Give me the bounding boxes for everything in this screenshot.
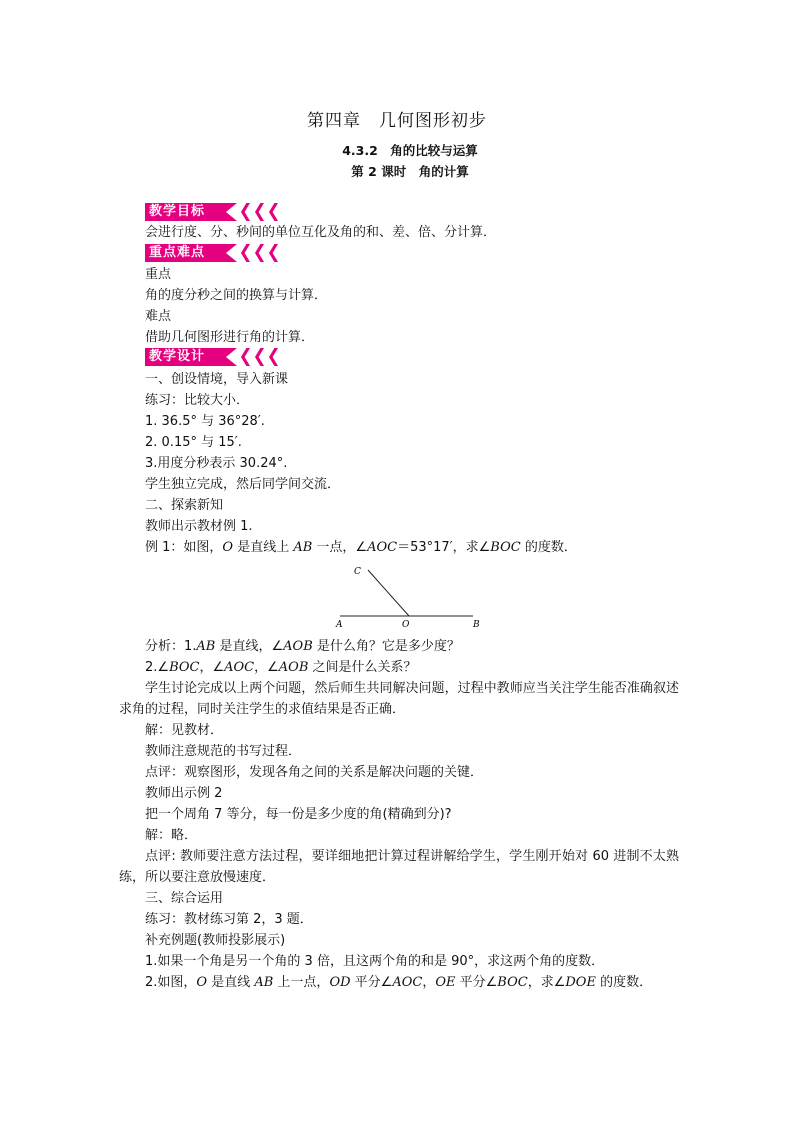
label-c: C [354, 567, 361, 577]
exercise-item-1: 1. 36.5° 与 36°28′. [145, 414, 265, 429]
supplement-text: 补充例题(教师投影展示) [145, 933, 286, 948]
label-b: B [473, 620, 480, 630]
math-var: AOB [278, 660, 309, 675]
ray-oc [368, 570, 409, 616]
solution-1: 解：见教材． [145, 723, 224, 738]
difficulty-label: 难点 [145, 309, 172, 324]
chevron-left-icon [255, 203, 264, 221]
label-o: O [402, 620, 410, 630]
math-var: OE [435, 975, 456, 990]
banner-label: 教学目标 [149, 204, 206, 219]
analysis-1 [145, 636, 460, 657]
teacher-example1: 教师出示教材例 1. [145, 519, 253, 534]
math-var: BOC [497, 975, 528, 990]
math-var: AOC [224, 660, 255, 675]
text-run: ，∠ [254, 660, 279, 675]
focus-label: 重点 [145, 267, 172, 282]
text-run: 是直线，∠ [215, 639, 284, 654]
math-var: DOE [565, 975, 596, 990]
focus-text: 角的度分秒之间的换算与计算． [145, 288, 328, 303]
text-run: 是什么角？它是多少度？ [312, 639, 460, 654]
chevron-left-icon [269, 348, 278, 366]
exchange-text: 学生独立完成，然后同学间交流． [145, 477, 341, 492]
math-var: AOC [392, 975, 423, 990]
chevron-left-icon [269, 203, 278, 221]
comment-2-paragraph: 点评: 教师要注意方法过程，要详细地把计算过程讲解给学生，学生刚开始对 60 进制不太熟练，所以要注意放慢速度． [119, 849, 679, 885]
lesson-title: 第 2 课时 角的计算 [351, 164, 469, 179]
chevron-left-icon [241, 244, 250, 262]
supplement-problem-1: 1.如果一个角是另一个角的 3 倍，且这两个角的和是 90°，求这两个角的度数． [145, 954, 605, 969]
example1-text [145, 537, 577, 558]
text-run: 平分∠ [455, 975, 498, 990]
text-run: ＝53°17′，求∠ [397, 540, 491, 555]
text-run: 的度数． [520, 540, 577, 555]
text-run: 是直线上 [233, 540, 294, 555]
text-run: 之间是什么关系？ [308, 660, 417, 675]
part1-title: 一、创设情境，导入新课 [145, 372, 289, 387]
comment-1: 点评：观察图形，发现各角之间的关系是解决问题的关键． [145, 765, 484, 780]
exercise-intro: 练习：比较大小． [145, 393, 250, 408]
example2-text: 把一个周角 7 等分，每一份是多少度的角(精确到分)? [145, 807, 452, 822]
chevron-left-icon [269, 244, 278, 262]
part3-title: 三、综合运用 [145, 891, 224, 906]
exercise-item-2: 2. 0.15° 与 15′. [145, 435, 242, 450]
text-run: 平分∠ [350, 975, 393, 990]
math-var: AB [254, 975, 274, 990]
text-run: 一点，∠ [312, 540, 368, 555]
part2-title: 二、探索新知 [145, 498, 224, 513]
banner-label: 教学设计 [149, 349, 206, 364]
angle-figure [330, 562, 490, 630]
text-run: 上一点， [273, 975, 330, 990]
label-a: A [336, 620, 343, 630]
practice-text: 练习：教材练习第 2，3 题． [145, 912, 313, 927]
math-var: O [196, 975, 208, 990]
math-var: AB [293, 540, 313, 555]
chevron-left-icon [255, 348, 264, 366]
banner-teaching-goals [145, 203, 285, 221]
chapter-title: 第四章 几何图形初步 [307, 111, 487, 131]
text-run: ，求∠ [527, 975, 566, 990]
teacher-example2: 教师出示例 2 [145, 786, 223, 801]
chevron-left-icon [241, 348, 250, 366]
banner-label: 重点难点 [149, 245, 206, 260]
math-var: O [222, 540, 234, 555]
goals-text: 会进行度、分、秒间的单位互化及角的和、差、倍、分计算． [145, 225, 497, 240]
solution-2: 解：略． [145, 828, 198, 843]
math-var: AOC [367, 540, 398, 555]
text-run: 2.∠ [145, 660, 170, 675]
math-var: BOC [169, 660, 200, 675]
text-run: 例 1：如图， [145, 540, 223, 555]
supplement-problem-2 [145, 972, 652, 993]
chevron-left-icon [241, 203, 250, 221]
text-run: 分析：1. [145, 639, 197, 654]
chevron-left-icon [255, 244, 264, 262]
analysis-2 [145, 657, 417, 678]
exercise-item-3: 3.用度分秒表示 30.24°. [145, 456, 288, 471]
math-var: AOB [283, 639, 313, 654]
text-run: 是直线 [207, 975, 255, 990]
math-var: AB [196, 639, 216, 654]
text-run: ，∠ [199, 660, 225, 675]
teacher-note: 教师注意规范的书写过程． [145, 744, 302, 759]
banner-key-points [145, 244, 285, 262]
discussion-paragraph: 学生讨论完成以上两个问题，然后师生共同解决问题，过程中教师应当关注学生能否准确叙述求角的过程，同时关注学生的求值结果是否正确． [119, 681, 679, 717]
math-var: BOC [490, 540, 521, 555]
text-run: ， [422, 975, 436, 990]
math-var: OD [329, 975, 351, 990]
section-title: 4.3.2 角的比较与运算 [342, 143, 478, 158]
banner-teaching-design [145, 348, 285, 366]
difficulty-text: 借助几何图形进行角的计算． [145, 330, 315, 345]
text-run: 的度数． [595, 975, 653, 990]
text-run: 2.如图， [145, 975, 197, 990]
